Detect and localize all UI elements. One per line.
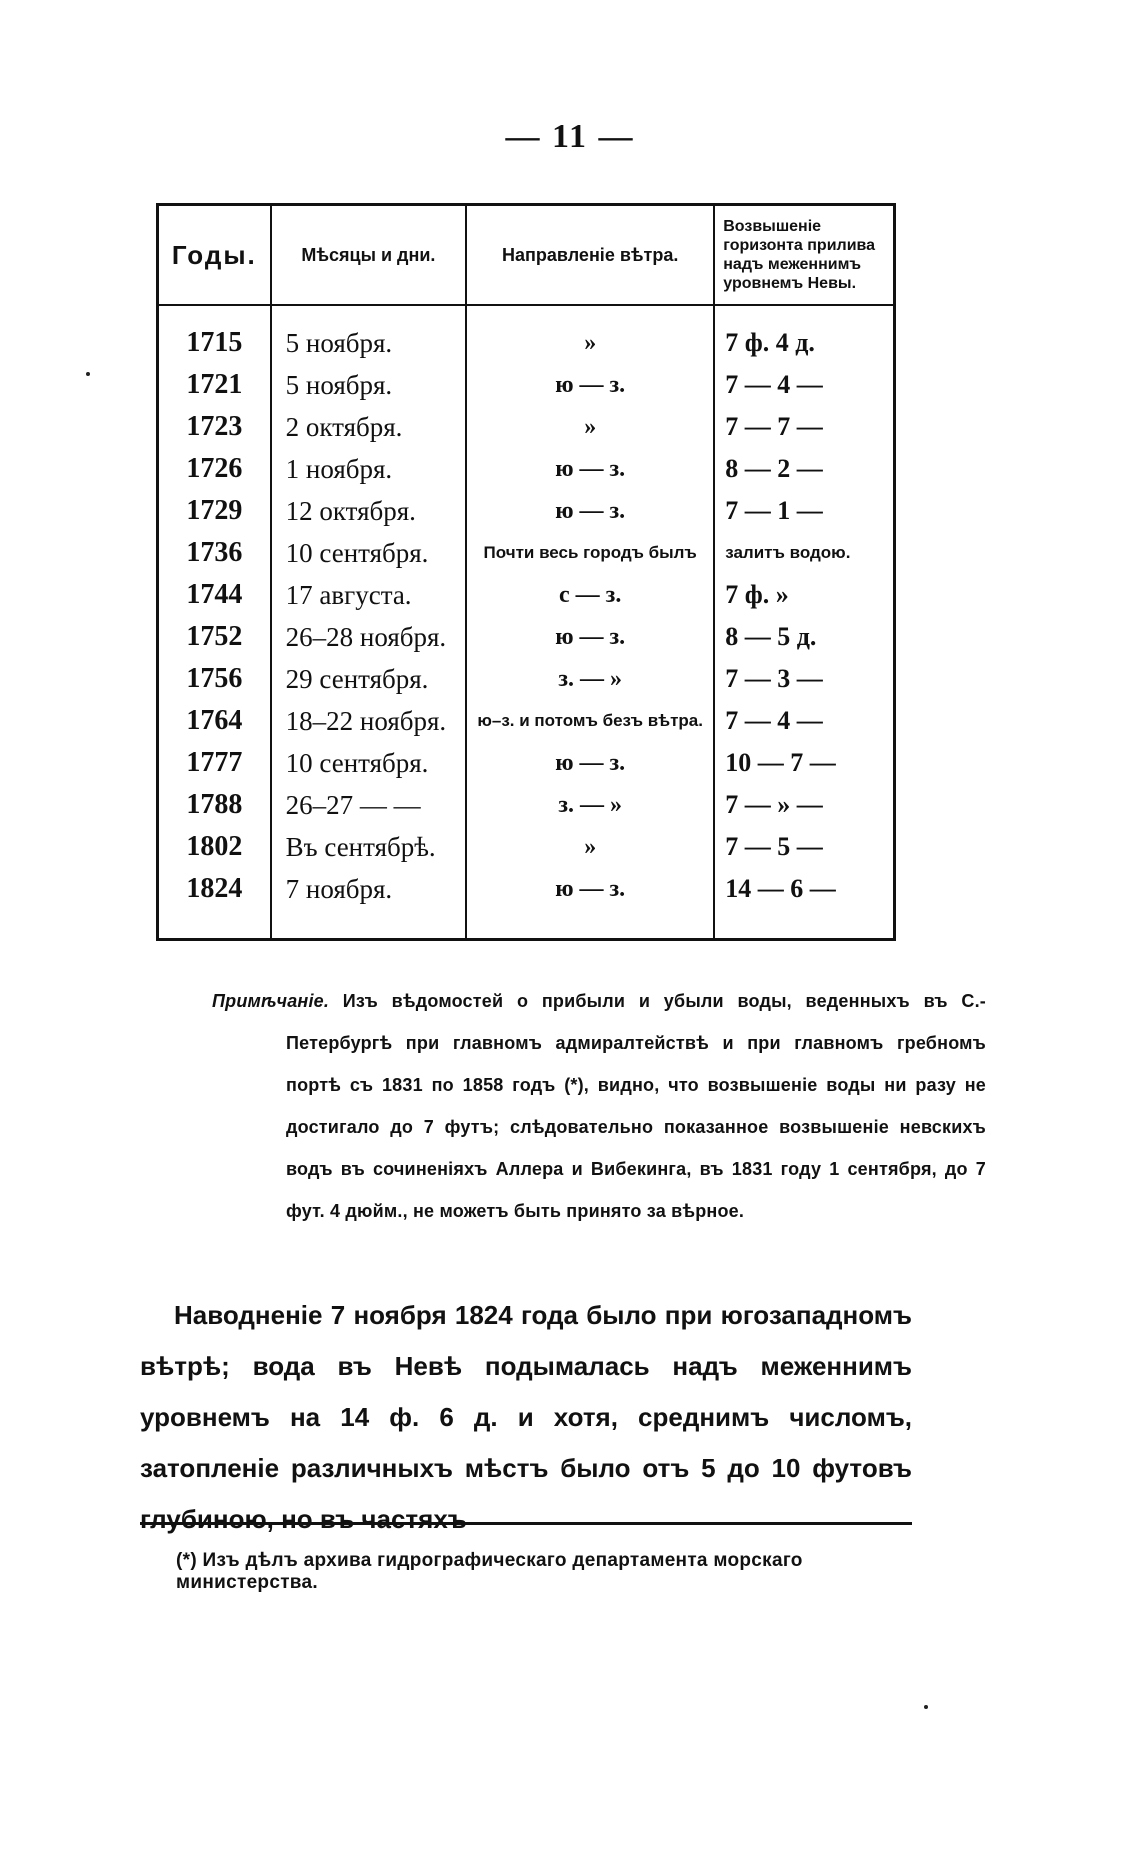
cell-wind: » xyxy=(466,826,714,868)
footnote: (*) Изъ дѣлъ архива гидрографическаго департамента морскаго министерства. xyxy=(176,1550,803,1593)
cell-wind: ю — з. xyxy=(466,616,714,658)
table-row xyxy=(158,742,895,784)
cell-wind: ю — з. xyxy=(466,868,714,940)
cell-year: 1788 xyxy=(186,789,243,820)
table-row xyxy=(158,364,895,406)
table-header-row xyxy=(158,205,895,306)
table-row xyxy=(158,490,895,532)
cell-wind: с — з. xyxy=(466,574,714,616)
cell-rise: 7 — 4 — xyxy=(714,364,894,406)
cell-rise: 7 — 7 — xyxy=(714,406,894,448)
header-year: Годы. xyxy=(158,205,271,306)
cell-wind: ю — з. xyxy=(466,742,714,784)
cell-date: 5 ноября. xyxy=(271,305,466,364)
header-rise: Возвышеніе горизонта прилива надъ меженнимъ уровнемъ Невы. xyxy=(714,205,894,306)
cell-year: 1721 xyxy=(186,369,243,400)
cell-date: 5 ноября. xyxy=(271,364,466,406)
cell-rise: 7 — 1 — xyxy=(714,490,894,532)
cell-year: 1777 xyxy=(186,747,243,778)
cell-date: 29 сентября. xyxy=(271,658,466,700)
table-row xyxy=(158,658,895,700)
flood-table xyxy=(156,203,896,941)
body-paragraph: Наводненіе 7 ноября 1824 года было при югозападномъ вѣтрѣ; вода въ Невѣ подымалась надъ меженнимъ уровнемъ на 14 ф. 6 д. и хотя, среднимъ числомъ, затопленіе различныхъ мѣстъ было отъ 5 до 10 футовъ глубиною, но въ частяхъ xyxy=(140,1300,912,1534)
cell-year: 1715 xyxy=(186,327,243,358)
cell-rise: 14 — 6 — xyxy=(714,868,894,940)
page-number: — 11 — xyxy=(505,118,635,155)
cell-date: 2 октября. xyxy=(271,406,466,448)
cell-year: 1752 xyxy=(186,621,243,652)
cell-wind: з. — » xyxy=(466,658,714,700)
table-row xyxy=(158,868,895,940)
cell-rise: 7 ф. » xyxy=(714,574,894,616)
cell-wind: з. — » xyxy=(466,784,714,826)
cell-date: 1 ноября. xyxy=(271,448,466,490)
note-paragraph xyxy=(212,980,986,1232)
cell-date: 10 сентября. xyxy=(271,742,466,784)
cell-wind: ю–з. и потомъ безъ вѣтра. xyxy=(466,700,714,742)
note-label: Примѣчаніе. xyxy=(212,991,330,1011)
cell-year: 1764 xyxy=(186,705,243,736)
table-row xyxy=(158,700,895,742)
table-row xyxy=(158,305,895,364)
cell-date: 18–22 ноября. xyxy=(271,700,466,742)
cell-rise: 10 — 7 — xyxy=(714,742,894,784)
cell-rise: 7 ф. 4 д. xyxy=(714,305,894,364)
table-row xyxy=(158,406,895,448)
cell-year: 1723 xyxy=(186,411,243,442)
cell-date: 17 августа. xyxy=(271,574,466,616)
footnote-divider xyxy=(140,1522,912,1525)
cell-date: 7 ноября. xyxy=(271,868,466,940)
cell-rise: 7 — » — xyxy=(714,784,894,826)
print-speck xyxy=(924,1705,928,1709)
cell-wind: ю — з. xyxy=(466,448,714,490)
cell-wind: Почти весь городъ былъ xyxy=(466,532,714,574)
cell-year: 1736 xyxy=(186,537,243,568)
table-row xyxy=(158,448,895,490)
cell-year: 1744 xyxy=(186,579,243,610)
note-text: Изъ вѣдомостей о прибыли и убыли воды, веденныхъ въ С.-Петербургѣ при главномъ адмиралтействѣ и при главномъ гребномъ портѣ съ 1831 по 1858 годъ (*), видно, что возвышеніе воды ни разу не достигало до 7 футъ; слѣдовательно показанное возвышеніе невскихъ водъ въ сочиненіяхъ Аллера и Вибекинга, въ 1831 году 1 сентября, до 7 фут. 4 дюйм., не можетъ быть принято за вѣрное. xyxy=(286,991,986,1221)
header-wind: Направленіе вѣтра. xyxy=(466,205,714,306)
cell-rise: 8 — 5 д. xyxy=(714,616,894,658)
cell-date: 26–28 ноября. xyxy=(271,616,466,658)
cell-date: 26–27 — — xyxy=(271,784,466,826)
print-speck xyxy=(86,372,90,376)
cell-wind: » xyxy=(466,406,714,448)
cell-year: 1824 xyxy=(186,873,243,904)
cell-rise: залитъ водою. xyxy=(714,532,894,574)
table-row xyxy=(158,616,895,658)
table-row xyxy=(158,826,895,868)
header-date: Мѣсяцы и дни. xyxy=(271,205,466,306)
cell-year: 1726 xyxy=(186,453,243,484)
cell-wind: » xyxy=(466,305,714,364)
table-row xyxy=(158,574,895,616)
cell-date: Въ сентябрѣ. xyxy=(271,826,466,868)
cell-rise: 8 — 2 — xyxy=(714,448,894,490)
table-row xyxy=(158,532,895,574)
cell-rise: 7 — 3 — xyxy=(714,658,894,700)
cell-rise: 7 — 4 — xyxy=(714,700,894,742)
cell-year: 1729 xyxy=(186,495,243,526)
cell-date: 10 сентября. xyxy=(271,532,466,574)
table-row xyxy=(158,784,895,826)
cell-date: 12 октября. xyxy=(271,490,466,532)
cell-year: 1756 xyxy=(186,663,243,694)
cell-wind: ю — з. xyxy=(466,490,714,532)
cell-wind: ю — з. xyxy=(466,364,714,406)
cell-rise: 7 — 5 — xyxy=(714,826,894,868)
cell-year: 1802 xyxy=(186,831,243,862)
